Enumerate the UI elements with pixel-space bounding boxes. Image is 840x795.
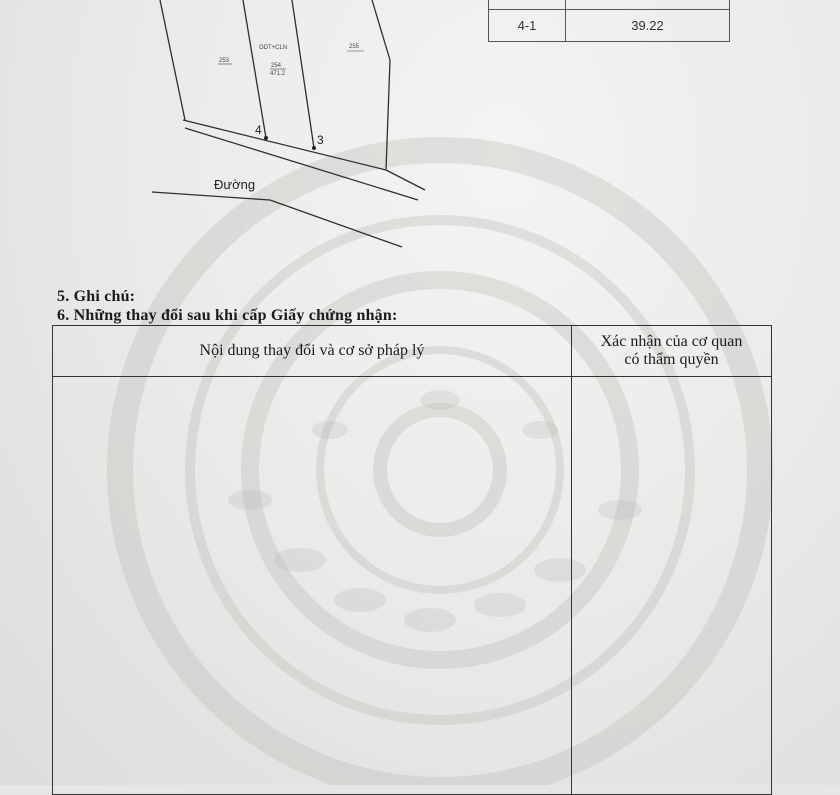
parcel-area-label: 471.2 bbox=[270, 71, 286, 77]
section-6-changes-heading: 6. Những thay đổi sau khi cấp Giấy chứng nhận: bbox=[57, 307, 398, 324]
land-type-label: ODT+CLN bbox=[259, 45, 288, 51]
authority-column-header bbox=[572, 326, 772, 377]
parcel-number-label: 254 bbox=[271, 63, 282, 69]
authority-header-line-1: Xác nhận của cơ quan bbox=[600, 333, 743, 350]
right-neighbor-label: 255 bbox=[349, 44, 360, 50]
section-5-notes-heading: 5. Ghi chú: bbox=[57, 288, 136, 305]
authority-cell bbox=[572, 377, 772, 795]
authority-header-line-2: có thẩm quyền bbox=[624, 351, 719, 368]
length-cell: 39.22 bbox=[566, 10, 730, 42]
road-label: Đường bbox=[214, 177, 256, 192]
point-label-3: 3 bbox=[317, 133, 324, 147]
boundary-length-table bbox=[488, 0, 730, 42]
point-marker bbox=[312, 146, 316, 150]
point-marker bbox=[264, 136, 268, 140]
segment-cell: 4-1 bbox=[489, 10, 566, 42]
content-column-header: Nội dung thay đổi và cơ sở pháp lý bbox=[53, 326, 572, 377]
table-row bbox=[489, 10, 730, 42]
changes-table bbox=[52, 325, 772, 795]
table-header-row bbox=[53, 326, 772, 377]
point-label-4: 4 bbox=[255, 123, 262, 137]
left-neighbor-label: 253 bbox=[219, 58, 230, 64]
table-row bbox=[53, 377, 772, 795]
content-cell bbox=[53, 377, 572, 795]
